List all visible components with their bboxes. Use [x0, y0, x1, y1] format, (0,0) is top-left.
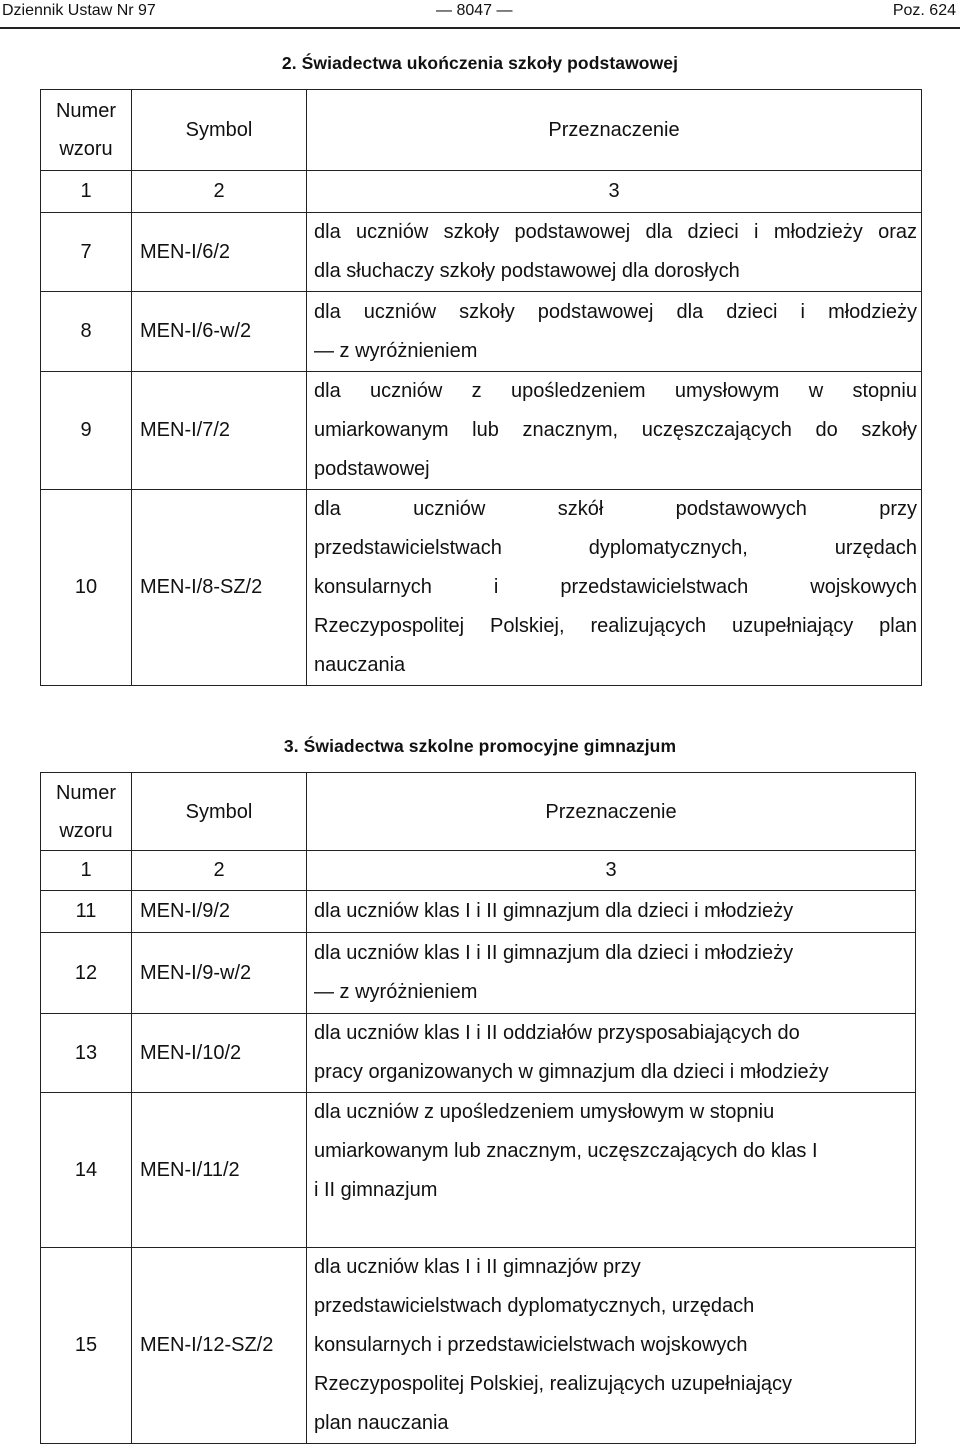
table-row	[41, 1248, 916, 1444]
journal-name: Dziennik Ustaw Nr 97	[2, 2, 156, 19]
description-line: Rzeczypospolitej Polskiej, realizujących uzupełniający plan	[314, 615, 917, 637]
row-symbol: MEN-I/9/2	[132, 891, 307, 933]
description-line: podstawowej	[314, 458, 430, 480]
description-line: plan nauczania	[314, 1412, 449, 1434]
row-numer: 9	[41, 372, 132, 490]
row-symbol: MEN-I/12-SZ/2	[132, 1248, 307, 1444]
table-header-row	[41, 90, 922, 171]
header-numer-line: Numer	[55, 781, 116, 804]
row-przeznaczenie	[307, 933, 916, 1014]
description-line: przedstawicielstwach dyplomatycznych, urzędach	[314, 1295, 755, 1317]
description-line: konsularnych i przedstawicielstwach wojskowych	[314, 1334, 748, 1356]
table-header-row	[41, 773, 916, 851]
header-numer-line: wzoru	[59, 819, 113, 842]
table-row	[41, 490, 922, 686]
row-numer: 11	[41, 891, 132, 933]
section-2-title: 2. Świadectwa ukończenia szkoły podstawowej	[281, 53, 679, 73]
header-numer-line: wzoru	[59, 138, 113, 160]
description-line: dla uczniów szkół podstawowych przy	[314, 498, 917, 520]
row-numer: 8	[41, 292, 132, 372]
row-symbol: MEN-I/6/2	[132, 213, 307, 292]
row-symbol: MEN-I/9-w/2	[132, 933, 307, 1014]
table-row	[41, 213, 922, 292]
description-line: nauczania	[314, 654, 406, 676]
row-numer: 7	[41, 213, 132, 292]
row-przeznaczenie	[307, 1014, 916, 1093]
description-line: konsularnych i przedstawicielstwach wojskowych	[314, 576, 917, 598]
header-symbol: Symbol	[132, 90, 307, 171]
description-line: przedstawicielstwach dyplomatycznych, urzędach	[314, 537, 917, 559]
row-numer: 13	[41, 1014, 132, 1093]
row-przeznaczenie	[307, 891, 916, 933]
description-line: umiarkowanym lub znacznym, uczęszczających do klas I	[314, 1140, 818, 1162]
table-row	[41, 1014, 916, 1093]
column-number: 3	[307, 171, 922, 213]
section-3-title: 3. Świadectwa szkolne promocyjne gimnazjum	[283, 736, 677, 756]
section-2-table	[40, 89, 922, 686]
header-numer	[41, 773, 132, 851]
table-row	[41, 891, 916, 933]
table-row	[41, 933, 916, 1014]
description-line: dla uczniów szkoły podstawowej dla dzieci i młodzieży	[314, 300, 917, 323]
header-numer-line: Numer	[55, 100, 116, 122]
description-line: dla uczniów klas I i II gimnazjum dla dzieci i młodzieży	[314, 900, 794, 922]
page-number: — 8047 —	[436, 2, 513, 19]
column-number: 1	[41, 171, 132, 213]
header-symbol: Symbol	[132, 773, 307, 851]
column-number-row	[41, 851, 916, 891]
row-symbol: MEN-I/8-SZ/2	[132, 490, 307, 686]
description-line: Rzeczypospolitej Polskiej, realizujących uzupełniający	[314, 1373, 793, 1395]
description-line: dla uczniów klas I i II gimnazjów przy	[314, 1256, 641, 1278]
header-rule	[0, 27, 960, 29]
description-line: dla słuchaczy szkoły podstawowej dla dorosłych	[314, 260, 740, 282]
column-number: 2	[132, 851, 307, 891]
description-line: — z wyróżnieniem	[314, 981, 478, 1003]
description-line: umiarkowanym lub znacznym, uczęszczających do szkoły	[314, 419, 917, 441]
position-number: Poz. 624	[892, 2, 956, 19]
description-line: — z wyróżnieniem	[314, 339, 478, 362]
row-przeznaczenie	[307, 490, 922, 686]
description-line: dla uczniów z upośledzeniem umysłowym w stopniu	[314, 1101, 775, 1123]
description-line: dla uczniów z upośledzeniem umysłowym w stopniu	[314, 380, 917, 402]
column-number: 1	[41, 851, 132, 891]
row-symbol: MEN-I/10/2	[132, 1014, 307, 1093]
description-line: dla uczniów klas I i II gimnazjum dla dzieci i młodzieży	[314, 942, 794, 964]
header-przeznaczenie: Przeznaczenie	[307, 90, 922, 171]
header-przeznaczenie: Przeznaczenie	[307, 773, 916, 851]
description-line: i II gimnazjum	[314, 1179, 438, 1201]
column-number: 3	[307, 851, 916, 891]
row-przeznaczenie	[307, 372, 922, 490]
page-header	[0, 0, 960, 30]
row-numer: 14	[41, 1093, 132, 1248]
header-numer	[41, 90, 132, 171]
description-line: dla uczniów klas I i II oddziałów przysposabiających do	[314, 1022, 800, 1044]
row-przeznaczenie	[307, 1248, 916, 1444]
row-symbol: MEN-I/7/2	[132, 372, 307, 490]
description-line: pracy organizowanych w gimnazjum dla dzieci i młodzieży	[314, 1061, 829, 1083]
row-symbol: MEN-I/6-w/2	[132, 292, 307, 372]
table-row	[41, 292, 922, 372]
row-numer: 12	[41, 933, 132, 1014]
description-line: dla uczniów szkoły podstawowej dla dzieci i młodzieży oraz	[314, 221, 917, 243]
table-row	[41, 372, 922, 490]
row-numer: 10	[41, 490, 132, 686]
table-row	[41, 1093, 916, 1248]
column-number-row	[41, 171, 922, 213]
row-symbol: MEN-I/11/2	[132, 1093, 307, 1248]
row-przeznaczenie	[307, 213, 922, 292]
column-number: 2	[132, 171, 307, 213]
section-3-table	[40, 772, 916, 1444]
row-przeznaczenie	[307, 292, 922, 372]
row-przeznaczenie	[307, 1093, 916, 1248]
row-numer: 15	[41, 1248, 132, 1444]
